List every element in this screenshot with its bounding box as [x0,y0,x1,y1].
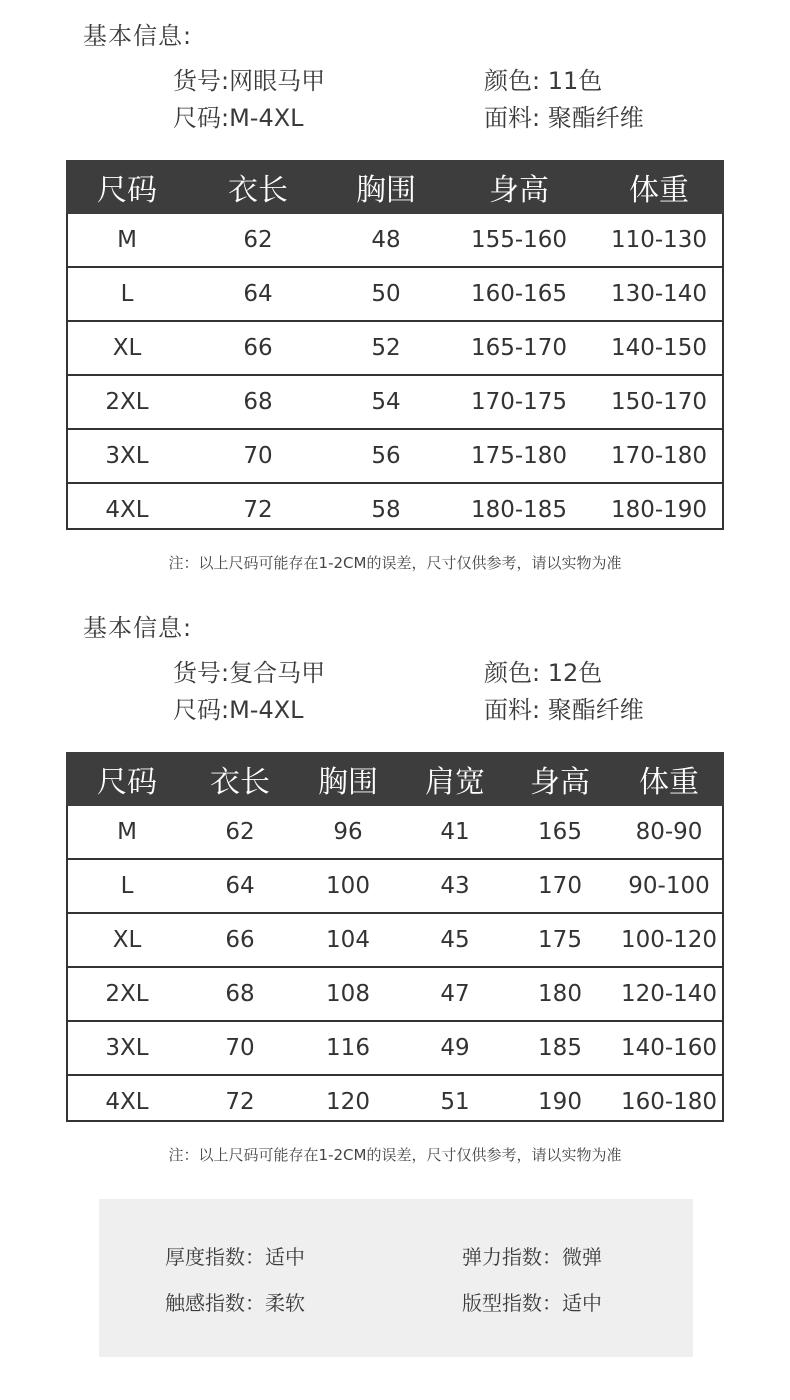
table-cell: 108 [292,967,404,1021]
table-cell: 120-140 [614,967,724,1021]
table-cell: L [66,859,188,913]
table-cell: M [66,214,188,267]
section-2-title: 基本信息: [83,614,193,642]
table-cell: 120 [326,1089,370,1115]
table-cell: 100-120 [614,913,724,967]
table-cell: 3XL [66,1021,188,1075]
table-cell: 51 [440,1089,470,1115]
section-1-color: 颜色: 11色 [484,67,603,95]
table-cell: 185 [506,1021,614,1075]
elasticity-index: 弹力指数：微弹 [462,1245,602,1269]
table-cell: 116 [292,1021,404,1075]
section-1-title: 基本信息: [83,22,193,50]
table-cell: 48 [328,214,444,267]
table-cell: 58 [371,497,401,523]
table-cell: M [66,806,188,859]
table-row [66,267,724,321]
table-cell: 54 [328,375,444,429]
table-row [66,483,724,536]
header-cell: 肩宽 [404,752,506,806]
table-row [66,375,724,429]
table-cell: 180-190 [610,497,708,523]
table-row [66,429,724,483]
table-cell: 165-170 [444,321,594,375]
table-cell: 66 [188,913,292,967]
header-cell: 身高 [444,160,594,214]
table-cell: 68 [188,375,328,429]
table-cell: 50 [328,267,444,321]
header-cell: 胸围 [328,160,444,214]
table-cell: 80-90 [614,806,724,859]
table-cell: 47 [404,967,506,1021]
table-cell: 175-180 [444,429,594,483]
table-cell: 3XL [66,429,188,483]
table-cell: 130-140 [594,267,724,321]
table-row [66,806,724,859]
table-cell: 155-160 [444,214,594,267]
fabric-index-panel [99,1199,693,1357]
table-cell: 170-175 [444,375,594,429]
header-cell: 体重 [614,752,724,806]
table-cell: 4XL [105,497,149,523]
table-cell: 66 [188,321,328,375]
section-1-material: 面料: 聚酯纤维 [484,104,644,132]
table-row [66,1075,724,1128]
table-cell: 68 [188,967,292,1021]
table-cell: 45 [404,913,506,967]
table-cell: 62 [188,806,292,859]
table-row [66,321,724,375]
table-cell: 170-180 [594,429,724,483]
section-1-note: 注：以上尺码可能存在1-2CM的误差，尺寸仅供参考，请以实物为准 [168,554,622,572]
header-cell: 衣长 [188,752,292,806]
table-header-row [66,752,724,806]
table-cell: 160-165 [444,267,594,321]
header-cell: 尺码 [66,160,188,214]
table-cell: 52 [328,321,444,375]
table-cell: 41 [404,806,506,859]
table-cell: 49 [404,1021,506,1075]
table-cell: 165 [506,806,614,859]
section-1-item-no: 货号:网眼马甲 [173,67,326,95]
section-2-color: 颜色: 12色 [484,659,603,687]
size-table-1 [66,160,724,536]
section-2-material: 面料: 聚酯纤维 [484,696,644,724]
header-cell: 体重 [594,160,724,214]
header-cell: 衣长 [188,160,328,214]
table-cell: 72 [225,1089,255,1115]
table-cell: 62 [188,214,328,267]
section-2-size-range: 尺码:M-4XL [173,696,304,724]
table-cell: 100 [292,859,404,913]
table-cell: 170 [506,859,614,913]
fit-index: 版型指数：适中 [462,1291,602,1315]
table-cell: 2XL [66,375,188,429]
table-cell: 64 [188,267,328,321]
table-cell: 140-150 [594,321,724,375]
section-2-item-no: 货号:复合马甲 [173,659,326,687]
table-cell: 180-185 [470,497,568,523]
thickness-index: 厚度指数：适中 [165,1245,305,1269]
table-cell: 160-180 [620,1089,718,1115]
table-cell: 70 [188,429,328,483]
table-cell: 43 [404,859,506,913]
table-cell: XL [66,913,188,967]
table-cell: 64 [188,859,292,913]
table-cell: 110-130 [594,214,724,267]
section-2-note: 注：以上尺码可能存在1-2CM的误差，尺寸仅供参考，请以实物为准 [168,1146,622,1164]
section-1-size-range: 尺码:M-4XL [173,104,304,132]
table-cell: 2XL [66,967,188,1021]
table-row [66,967,724,1021]
table-cell: 104 [292,913,404,967]
size-table-2 [66,752,724,1128]
table-cell: 56 [328,429,444,483]
table-cell: 90-100 [614,859,724,913]
table-row [66,913,724,967]
header-cell: 尺码 [66,752,188,806]
table-cell: 96 [292,806,404,859]
table-cell: XL [66,321,188,375]
table-cell: 4XL [105,1089,149,1115]
table-cell: 140-160 [614,1021,724,1075]
table-cell: 70 [188,1021,292,1075]
table-row [66,214,724,267]
table-cell: 72 [243,497,273,523]
table-row [66,1021,724,1075]
table-header-row [66,160,724,214]
table-cell: 175 [506,913,614,967]
table-cell: 150-170 [594,375,724,429]
feel-index: 触感指数：柔软 [165,1291,305,1315]
table-cell: 190 [538,1089,582,1115]
table-row [66,859,724,913]
table-cell: L [66,267,188,321]
header-cell: 胸围 [292,752,404,806]
header-cell: 身高 [506,752,614,806]
table-cell: 180 [506,967,614,1021]
